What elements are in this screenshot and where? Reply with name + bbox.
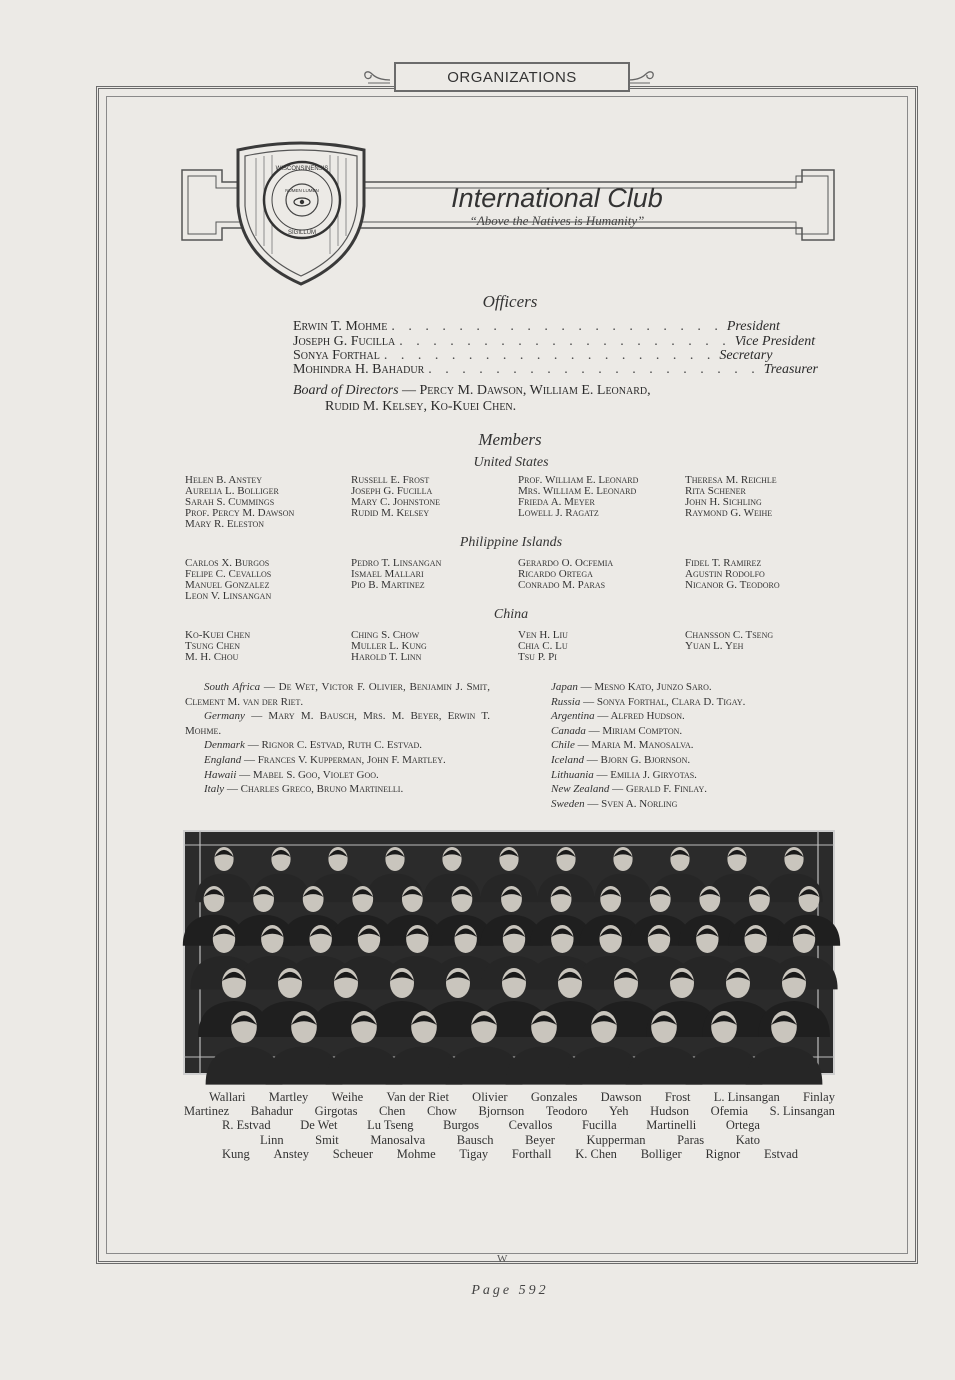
member-name: Joseph G. Fucilla — [351, 485, 433, 497]
country-members: — Frances V. Kupperman, John F. Martley. — [244, 753, 446, 766]
caption-name: Bjornson — [478, 1104, 525, 1118]
caption-row — [209, 1090, 835, 1105]
club-title: International Club — [451, 183, 663, 213]
country-members: — Sven A. Norling — [587, 797, 678, 810]
svg-text:WISCONSINENSIS: WISCONSINENSIS — [275, 166, 329, 172]
scroll-ornament-left — [362, 66, 392, 86]
country-members: — De Wet, Victor F. Olivier, Benjamin J. Smit, Clement M. van der Riet. — [185, 681, 491, 708]
member-column — [185, 558, 350, 602]
member-name: Sarah S. Cummings — [185, 496, 275, 508]
member-name: Lowell J. Ragatz — [518, 507, 599, 519]
officers-heading: Officers — [482, 292, 538, 311]
country-members: — Rignor C. Estvad, Ruth C. Estvad. — [247, 739, 423, 752]
caption-name: Wallari — [209, 1090, 246, 1104]
member-column — [351, 475, 516, 519]
country-name: Argentina — [551, 710, 595, 723]
country-members: — Sonya Forthal, Clara D. Tigay. — [583, 695, 746, 708]
caption-name: Martley — [268, 1090, 309, 1104]
officer-name: Joseph G. Fucilla — [293, 334, 396, 349]
member-name: Nicanor G. Teodoro — [685, 579, 780, 591]
caption-name: Frost — [664, 1090, 691, 1104]
country-members: — Mesno Kato, Junzo Saro. — [580, 681, 712, 693]
member-name: Leon V. Linsangan — [185, 590, 272, 602]
caption-row — [184, 1104, 835, 1119]
member-name: Yuan L. Yeh — [685, 640, 744, 652]
country-entry — [185, 709, 490, 738]
officer-row: Erwin T. Mohme . . . . . . . . . . . . . . . . . . . . President — [293, 319, 780, 334]
country-name: Canada — [551, 724, 586, 737]
officer-name: Erwin T. Mohme — [293, 319, 388, 334]
group-photograph — [184, 831, 834, 1074]
caption-row — [260, 1133, 760, 1148]
member-column — [685, 558, 850, 591]
member-name: Rudid M. Kelsey — [351, 507, 430, 519]
board-names-line2: Rudid M. Kelsey, Ko-Kuei Chen. — [325, 399, 517, 414]
member-name: John H. Sichling — [685, 496, 762, 508]
country-entry — [185, 738, 490, 753]
member-name: Theresa M. Reichle — [685, 474, 777, 486]
caption-name: Kato — [735, 1133, 760, 1147]
country-name: Japan — [551, 681, 578, 693]
member-name: Ching S. Chow — [351, 629, 420, 641]
caption-name: Kupperman — [586, 1133, 646, 1147]
member-name: Pedro T. Linsangan — [351, 557, 442, 569]
country-name: Chile — [551, 739, 575, 752]
country-entry — [185, 782, 490, 797]
country-name: South Africa — [204, 681, 261, 693]
country-members: — Gerald F. Finlay. — [612, 783, 707, 796]
country-members: — Charles Greco, Bruno Martinelli. — [226, 783, 404, 796]
caption-name: Anstey — [273, 1147, 309, 1161]
caption-name: Yeh — [608, 1104, 629, 1118]
member-column — [351, 558, 516, 591]
caption-row — [222, 1118, 760, 1133]
page-number: Page 592 — [471, 1283, 549, 1298]
caption-name: Dawson — [600, 1090, 642, 1104]
member-name: Gerardo O. Ocfemia — [518, 557, 614, 569]
member-column — [185, 630, 350, 663]
officer-role: Secretary — [719, 348, 773, 363]
officer-row: Joseph G. Fucilla . . . . . . . . . . . . . . . . . . . . Vice President — [293, 334, 816, 349]
officer-name: Mohindra H. Bahadur — [293, 362, 425, 377]
country-members: — Maria M. Manosalva. — [577, 739, 694, 752]
caption-name: Bahadur — [250, 1104, 294, 1118]
officer-name: Sonya Forthal — [293, 348, 380, 363]
caption-name: Finlay — [803, 1090, 835, 1104]
board-of-directors — [293, 383, 738, 415]
country-members: — Alfred Hudson. — [597, 710, 685, 723]
member-name: Pio B. Martinez — [351, 579, 425, 591]
svg-text:SIGILLUM: SIGILLUM — [287, 230, 317, 236]
member-name: Frieda A. Meyer — [518, 496, 595, 508]
member-name: Manuel Gonzalez — [185, 579, 270, 591]
member-name: Ismael Mallari — [351, 568, 424, 580]
caption-name: Chen — [379, 1104, 406, 1118]
caption-name: Teodoro — [545, 1104, 588, 1118]
officer-row: Mohindra H. Bahadur . . . . . . . . . . . . . . . . . . . . Treasurer — [293, 362, 818, 377]
member-name: Mary R. Eleston — [185, 518, 265, 530]
member-column — [685, 630, 850, 652]
member-column — [185, 475, 350, 530]
officer-role: President — [726, 319, 780, 334]
countries-list-right — [551, 680, 821, 811]
caption-name: Estvad — [763, 1147, 798, 1161]
member-name: M. H. Chou — [185, 651, 239, 663]
member-name: Prof. William E. Leonard — [518, 474, 639, 486]
country-name: Lithuania — [551, 768, 594, 781]
country-members: — Mabel S. Goo, Violet Goo. — [239, 768, 379, 781]
caption-name: Bolliger — [640, 1147, 682, 1161]
country-name: New Zealand — [551, 783, 610, 796]
country-members: — Emilia J. Giryotas. — [596, 768, 697, 781]
officer-role: Treasurer — [763, 362, 818, 377]
country-members: — Miriam Compton. — [588, 724, 683, 737]
member-column — [518, 475, 683, 519]
member-column — [518, 558, 683, 591]
member-name: Russell E. Frost — [351, 474, 430, 486]
section-title: ORGANIZATIONS — [447, 68, 577, 86]
caption-name: De Wet — [300, 1118, 338, 1132]
member-name: Felipe C. Cevallos — [185, 568, 272, 580]
caption-name: Tigay — [459, 1147, 489, 1161]
country-entry — [185, 768, 490, 783]
member-name: Agustin Rodolfo — [685, 568, 765, 580]
caption-name: Weihe — [331, 1090, 364, 1104]
caption-name: Bausch — [456, 1133, 494, 1147]
country-members: — Bjorn G. Bjornson. — [586, 753, 691, 766]
country-name: Denmark — [204, 739, 245, 752]
members-heading: Members — [478, 430, 542, 449]
member-name: Chansson C. Tseng — [685, 629, 774, 641]
caption-name: Hudson — [650, 1104, 690, 1118]
country-members: — Mary M. Bausch, Mrs. M. Beyer, Erwin T. Mohme. — [185, 710, 490, 737]
svg-text:NUMEN LUMEN: NUMEN LUMEN — [285, 188, 319, 193]
member-name: Ven H. Liu — [518, 629, 568, 641]
member-name: Chia C. Lu — [518, 640, 568, 652]
caption-row — [222, 1147, 798, 1162]
country-entry — [551, 738, 821, 753]
country-name: Hawaii — [204, 768, 237, 781]
member-name: Aurelia L. Bolliger — [185, 485, 279, 497]
caption-name: Van der Riet — [386, 1090, 449, 1104]
caption-name: Martinez — [184, 1104, 230, 1118]
member-name: Carlos X. Burgos — [185, 557, 270, 569]
officer-role: Vice President — [734, 334, 816, 349]
country-name: Sweden — [551, 797, 585, 810]
caption-name: Girgotas — [314, 1104, 358, 1118]
caption-name: Kung — [222, 1147, 250, 1161]
country-name: Iceland — [551, 753, 584, 766]
caption-name: Chow — [427, 1104, 457, 1118]
member-name: Helen B. Anstey — [185, 474, 263, 486]
footer-ornament: W — [497, 1253, 508, 1265]
caption-name: Gonzales — [530, 1090, 578, 1104]
country-entry — [551, 753, 821, 768]
country-entry — [551, 709, 821, 724]
member-name: Prof. Percy M. Dawson — [185, 507, 295, 519]
board-label: Board of Directors — [293, 383, 399, 398]
country-name: England — [204, 753, 242, 766]
caption-name: S. Linsangan — [769, 1104, 835, 1118]
caption-name: Linn — [260, 1133, 284, 1147]
board-names-line1: — Percy M. Dawson, William E. Leonard, — [402, 383, 651, 398]
group-heading-united-states: United States — [473, 455, 549, 470]
member-name: Rita Schener — [685, 485, 746, 497]
group-heading-china: China — [493, 607, 529, 622]
caption-name: Smit — [315, 1133, 339, 1147]
caption-name: Manosalva — [370, 1133, 426, 1147]
group-heading-philippine-islands: Philippine Islands — [459, 535, 563, 550]
country-name: Germany — [204, 710, 245, 723]
caption-name: Olivier — [472, 1090, 508, 1104]
member-name: Fidel T. Ramirez — [685, 557, 762, 569]
country-entry — [551, 782, 821, 797]
caption-name: Paras — [677, 1133, 705, 1147]
member-column — [685, 475, 850, 519]
member-name: Mrs. William E. Leonard — [518, 485, 637, 497]
member-column — [351, 630, 516, 663]
member-name: Ricardo Ortega — [518, 568, 593, 580]
caption-name: Beyer — [525, 1133, 555, 1147]
caption-name: Fucilla — [581, 1118, 617, 1132]
member-name: Mary C. Johnstone — [351, 496, 441, 508]
university-seal-shield — [236, 136, 366, 286]
member-name: Conrado M. Paras — [518, 579, 606, 591]
member-column — [518, 630, 683, 663]
caption-name: K. Chen — [575, 1147, 617, 1161]
caption-name: Mohme — [396, 1147, 436, 1161]
country-entry — [551, 680, 821, 695]
countries-list-left — [185, 680, 490, 797]
caption-name: Burgos — [443, 1118, 480, 1132]
caption-name: L. Linsangan — [713, 1090, 780, 1104]
caption-name: Scheuer — [332, 1147, 373, 1161]
member-name: Ko-Kuei Chen — [185, 629, 251, 641]
member-name: Tsu P. Pi — [518, 651, 557, 663]
member-name: Muller L. Kung — [351, 640, 427, 652]
caption-name: Forthall — [511, 1147, 552, 1161]
officer-row: Sonya Forthal . . . . . . . . . . . . . . . . . . . . Secretary — [293, 348, 773, 363]
scroll-ornament-right — [626, 66, 656, 86]
section-header — [394, 62, 630, 92]
caption-name: Ofemia — [710, 1104, 749, 1118]
caption-name: Martinelli — [646, 1118, 697, 1132]
caption-name: Rignor — [705, 1147, 741, 1161]
country-name: Italy — [204, 783, 225, 796]
country-entry — [185, 680, 490, 709]
country-entry — [551, 768, 821, 783]
caption-name: Cevallos — [508, 1118, 553, 1132]
country-entry — [551, 797, 821, 812]
country-name: Russia — [551, 695, 581, 708]
caption-name: Lu Tseng — [367, 1118, 414, 1132]
country-entry — [185, 753, 490, 768]
member-name: Harold T. Linn — [351, 651, 422, 663]
member-name: Tsung Chen — [185, 640, 241, 652]
caption-name: Ortega — [725, 1118, 760, 1132]
member-name: Raymond G. Weihe — [685, 507, 773, 519]
club-motto: “Above the Natives is Humanity” — [469, 213, 645, 228]
caption-name: R. Estvad — [222, 1118, 271, 1132]
country-entry — [551, 695, 821, 710]
country-entry — [551, 724, 821, 739]
